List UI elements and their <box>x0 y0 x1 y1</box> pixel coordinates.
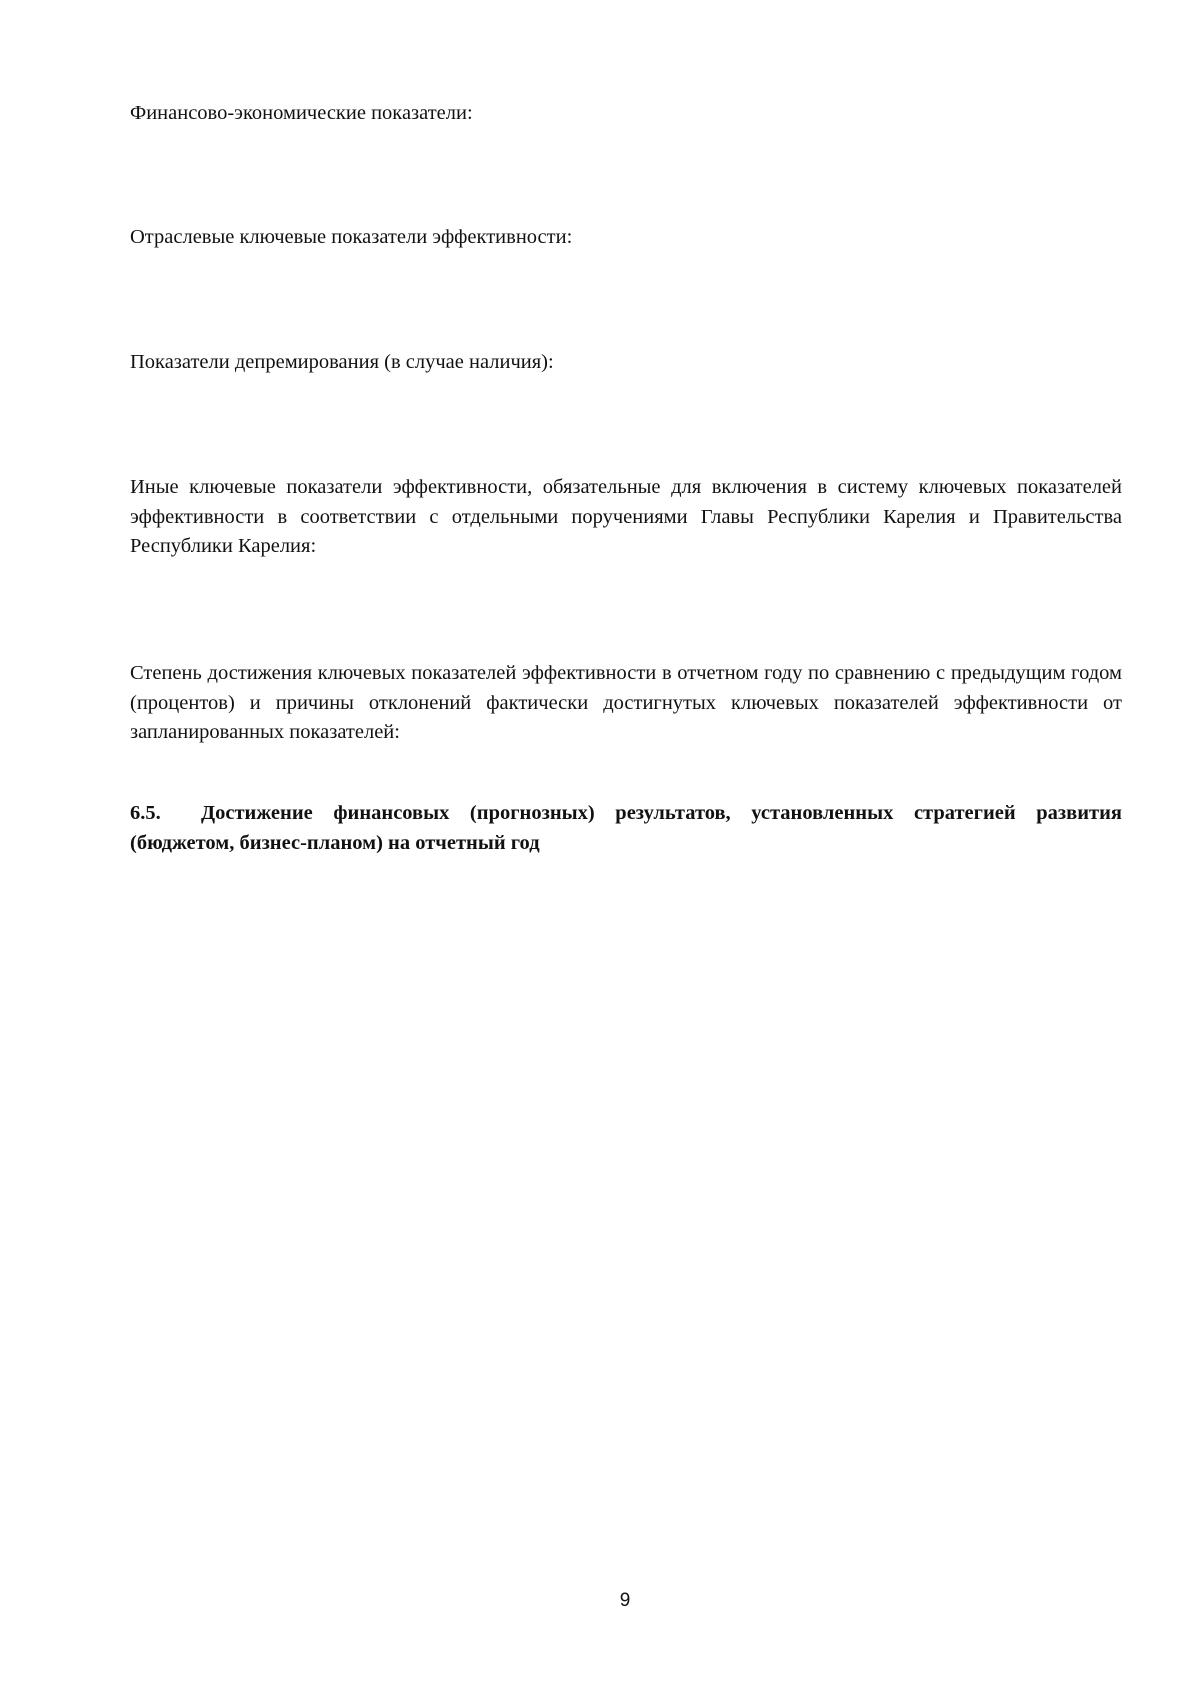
section-heading <box>130 798 1122 858</box>
paragraph-financial-indicators: Финансово-экономические показатели: <box>130 102 473 124</box>
paragraph-industry-kpi: Отраслевые ключевые показатели эффективности: <box>130 226 573 248</box>
section-title: Достижение финансовых (прогнозных) результатов, установленных стратегией развития (бюджетом, бизнес-планом) на отчетный год <box>130 802 1122 854</box>
paragraph-kpi-achievement-degree: Степень достижения ключевых показателей эффективности в отчетном году по сравнению с предыдущим годом (процентов) и причины отклонений фактически достигнутых ключевых показателей эффективности от запланированных показателей: <box>130 662 1122 743</box>
section-number: 6.5. <box>130 802 161 824</box>
paragraph-depremiation-indicators: Показатели депремирования (в случае наличия): <box>130 351 554 373</box>
paragraph-other-kpi: Иные ключевые показатели эффективности, обязательные для включения в систему ключевых показателей эффективности в соответствии с отдельными поручениями Главы Республики Карелия и Правительства Республики Карелия: <box>130 476 1122 557</box>
page-number: 9 <box>619 1590 631 1611</box>
